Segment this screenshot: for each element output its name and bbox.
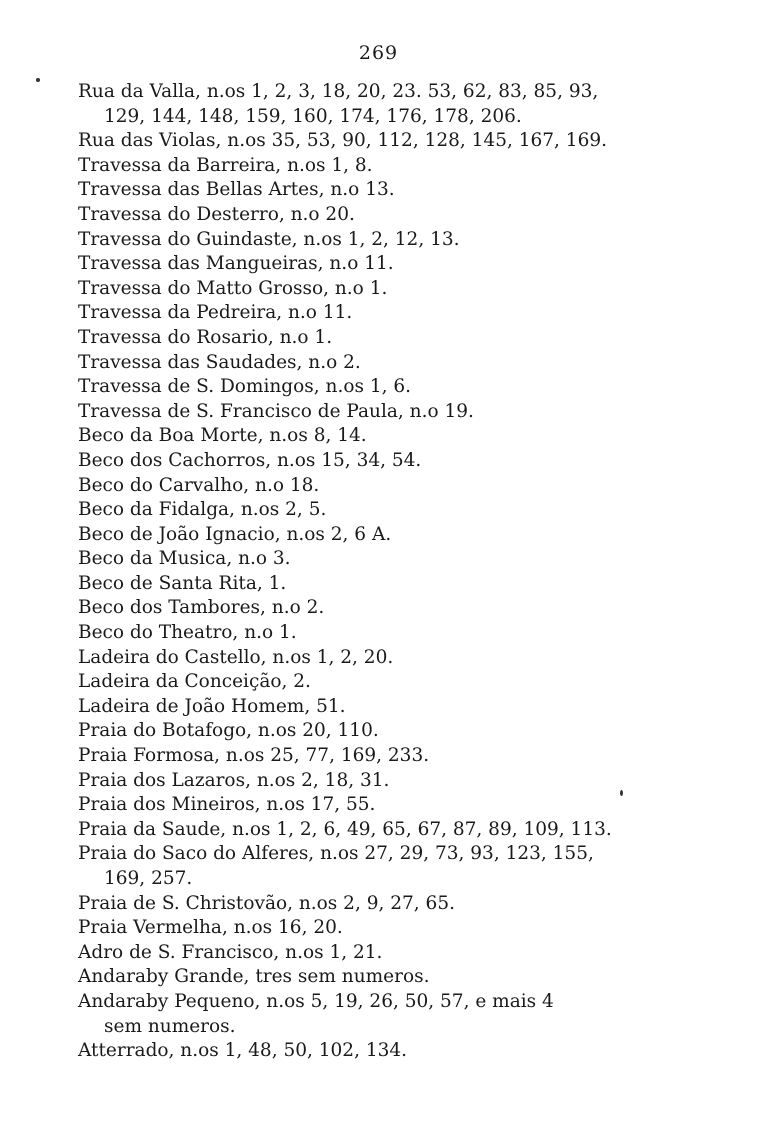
entry-line: Adro de S. Francisco, n.os 1, 21. <box>78 941 383 963</box>
list-item <box>78 572 688 597</box>
list-item <box>78 941 688 966</box>
list-item <box>78 769 688 794</box>
list-item <box>78 277 688 302</box>
entry-line: Atterrado, n.os 1, 48, 50, 102, 134. <box>78 1040 408 1062</box>
entry-line: Beco da Boa Morte, n.os 8, 14. <box>78 425 367 447</box>
entry-line: Beco do Theatro, n.o 1. <box>78 622 297 644</box>
list-item <box>78 351 688 376</box>
list-item <box>78 228 688 253</box>
list-item <box>78 695 688 720</box>
entry-line: Rua da Valla, n.os 1, 2, 3, 18, 20, 23. 53, 62, 83, 85, 93, <box>78 81 599 102</box>
list-item <box>78 400 688 425</box>
print-speck <box>620 790 623 796</box>
list-item <box>78 965 688 990</box>
entry-line: Travessa das Bellas Artes, n.o 13. <box>78 179 395 201</box>
list-item <box>78 916 688 941</box>
list-item <box>78 449 688 474</box>
entry-line: Praia Formosa, n.os 25, 77, 169, 233. <box>78 745 430 767</box>
entry-line: Rua das Violas, n.os 35, 53, 90, 112, 128, 145, 167, 169. <box>78 130 607 152</box>
entry-continuation: 129, 144, 148, 159, 160, 174, 176, 178, 206. <box>104 105 522 127</box>
list-item <box>78 252 688 277</box>
list-item <box>78 375 688 400</box>
entry-line: Praia dos Lazaros, n.os 2, 18, 31. <box>78 769 390 791</box>
entry-line: Praia Vermelha, n.os 16, 20. <box>78 917 343 939</box>
list-item <box>78 670 688 695</box>
entry-line: Travessa das Mangueiras, n.o 11. <box>78 253 394 275</box>
entry-line: Praia de S. Christovão, n.os 2, 9, 27, 65. <box>78 892 455 914</box>
page-number: 269 <box>358 42 399 64</box>
list-item <box>78 203 688 228</box>
entry-line: Praia do Saco do Alferes, n.os 27, 29, 73, 93, 123, 155, <box>78 843 594 865</box>
entry-line: Travessa da Barreira, n.os 1, 8. <box>78 154 373 176</box>
entry-line: Travessa da Pedreira, n.o 11. <box>78 302 353 324</box>
entry-line: Ladeira do Castello, n.os 1, 2, 20. <box>78 646 394 668</box>
entry-line: Travessa do Desterro, n.o 20. <box>78 203 355 225</box>
list-item <box>78 80 688 129</box>
entry-continuation: sem numeros. <box>104 1015 236 1037</box>
list-item <box>78 326 688 351</box>
entry-line: Praia dos Mineiros, n.os 17, 55. <box>78 794 376 816</box>
entry-line: Travessa do Rosario, n.o 1. <box>78 326 333 348</box>
entry-line: Beco dos Tambores, n.o 2. <box>78 597 325 619</box>
list-item <box>78 744 688 769</box>
entry-line: Beco de Santa Rita, 1. <box>78 572 287 594</box>
entry-line: Beco do Carvalho, n.o 18. <box>78 474 320 496</box>
entry-line: Beco dos Cachorros, n.os 15, 34, 54. <box>78 449 422 471</box>
list-item <box>78 424 688 449</box>
list-item <box>78 892 688 917</box>
entry-line: Travessa de S. Domingos, n.os 1, 6. <box>78 376 412 398</box>
entry-line: Travessa do Guindaste, n.os 1, 2, 12, 13. <box>78 228 460 250</box>
entry-line: Travessa do Matto Grosso, n.o 1. <box>78 277 388 299</box>
entry-line: Beco da Fidalga, n.os 2, 5. <box>78 499 327 521</box>
print-speck <box>36 78 40 82</box>
list-item <box>78 596 688 621</box>
list-item <box>78 818 688 843</box>
entry-line: Ladeira da Conceição, 2. <box>78 671 311 693</box>
list-item <box>78 129 688 154</box>
list-item <box>78 719 688 744</box>
list-item <box>78 1039 688 1064</box>
entry-line: Beco de João Ignacio, n.os 2, 6 A. <box>78 523 392 545</box>
entry-line: Andaraby Pequeno, n.os 5, 19, 26, 50, 57, e mais 4 <box>78 990 554 1012</box>
list-item <box>78 842 688 891</box>
street-list <box>78 80 688 1064</box>
entry-line: Travessa das Saudades, n.o 2. <box>78 351 361 373</box>
list-item <box>78 301 688 326</box>
list-item <box>78 547 688 572</box>
list-item <box>78 523 688 548</box>
entry-line: Ladeira de João Homem, 51. <box>78 695 346 717</box>
entry-line: Beco da Musica, n.o 3. <box>78 548 291 570</box>
list-item <box>78 621 688 646</box>
entry-line: Praia do Botafogo, n.os 20, 110. <box>78 720 379 742</box>
entry-line: Travessa de S. Francisco de Paula, n.o 19. <box>78 400 474 422</box>
list-item <box>78 498 688 523</box>
entry-continuation: 169, 257. <box>104 868 193 889</box>
list-item <box>78 990 688 1039</box>
list-item <box>78 793 688 818</box>
entry-line: Praia da Saude, n.os 1, 2, 6, 49, 65, 67, 87, 89, 109, 113. <box>78 818 612 840</box>
list-item <box>78 154 688 179</box>
entry-line: Andaraby Grande, tres sem numeros. <box>78 966 430 988</box>
list-item <box>78 474 688 499</box>
list-item <box>78 178 688 203</box>
list-item <box>78 646 688 671</box>
